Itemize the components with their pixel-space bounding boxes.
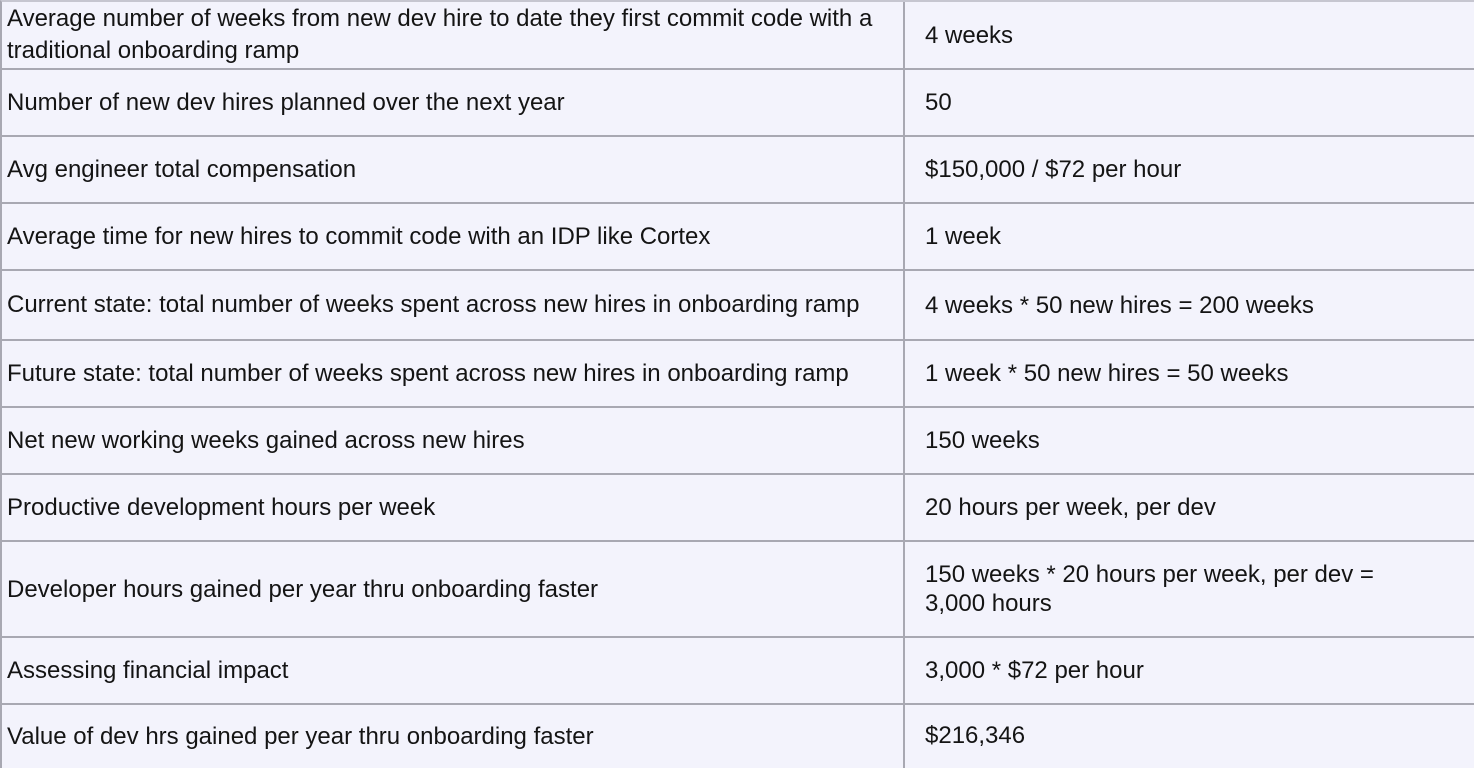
table-row: [2, 638, 1474, 705]
row-value: 150 weeks: [925, 427, 1040, 454]
row-label: Number of new dev hires planned over the next year: [2, 70, 905, 135]
row-label: Future state: total number of weeks spent across new hires in onboarding ramp: [2, 341, 905, 406]
row-label: Value of dev hrs gained per year thru onboarding faster: [2, 705, 905, 768]
table-row: [2, 271, 1474, 341]
row-value: 4 weeks * 50 new hires = 200 weeks: [925, 291, 1314, 319]
table-row: [2, 137, 1474, 204]
row-value: $150,000 / $72 per hour: [925, 156, 1182, 183]
row-value: $216,346: [925, 722, 1026, 749]
row-label: Average time for new hires to commit code with an IDP like Cortex: [2, 204, 905, 269]
row-label: Developer hours gained per year thru onboarding faster: [2, 542, 905, 636]
table-row: [2, 2, 1474, 70]
row-value: 1 week * 50 new hires = 50 weeks: [925, 360, 1289, 387]
row-label: Current state: total number of weeks spent across new hires in onboarding ramp: [2, 271, 905, 339]
row-value: 4 weeks: [925, 21, 1014, 49]
table-row: [2, 204, 1474, 271]
table-row: [2, 341, 1474, 408]
row-label: Average number of weeks from new dev hire to date they first commit code with a traditional onboarding ramp: [2, 2, 905, 68]
row-label: Assessing financial impact: [2, 638, 905, 703]
table-row: [2, 408, 1474, 475]
table-row: [2, 70, 1474, 137]
row-value: 1 week: [925, 223, 1002, 250]
row-value: 50: [925, 89, 952, 116]
row-value: 20 hours per week, per dev: [925, 494, 1216, 521]
row-label: Productive development hours per week: [2, 475, 905, 540]
table-row: [2, 475, 1474, 542]
table-row: [2, 705, 1474, 768]
row-value: 150 weeks * 20 hours per week, per dev = 3,000 hours: [925, 561, 1374, 617]
row-label: Net new working weeks gained across new hires: [2, 408, 905, 473]
table-row: [2, 542, 1474, 638]
row-value: 3,000 * $72 per hour: [925, 657, 1144, 684]
row-label: Avg engineer total compensation: [2, 137, 905, 202]
